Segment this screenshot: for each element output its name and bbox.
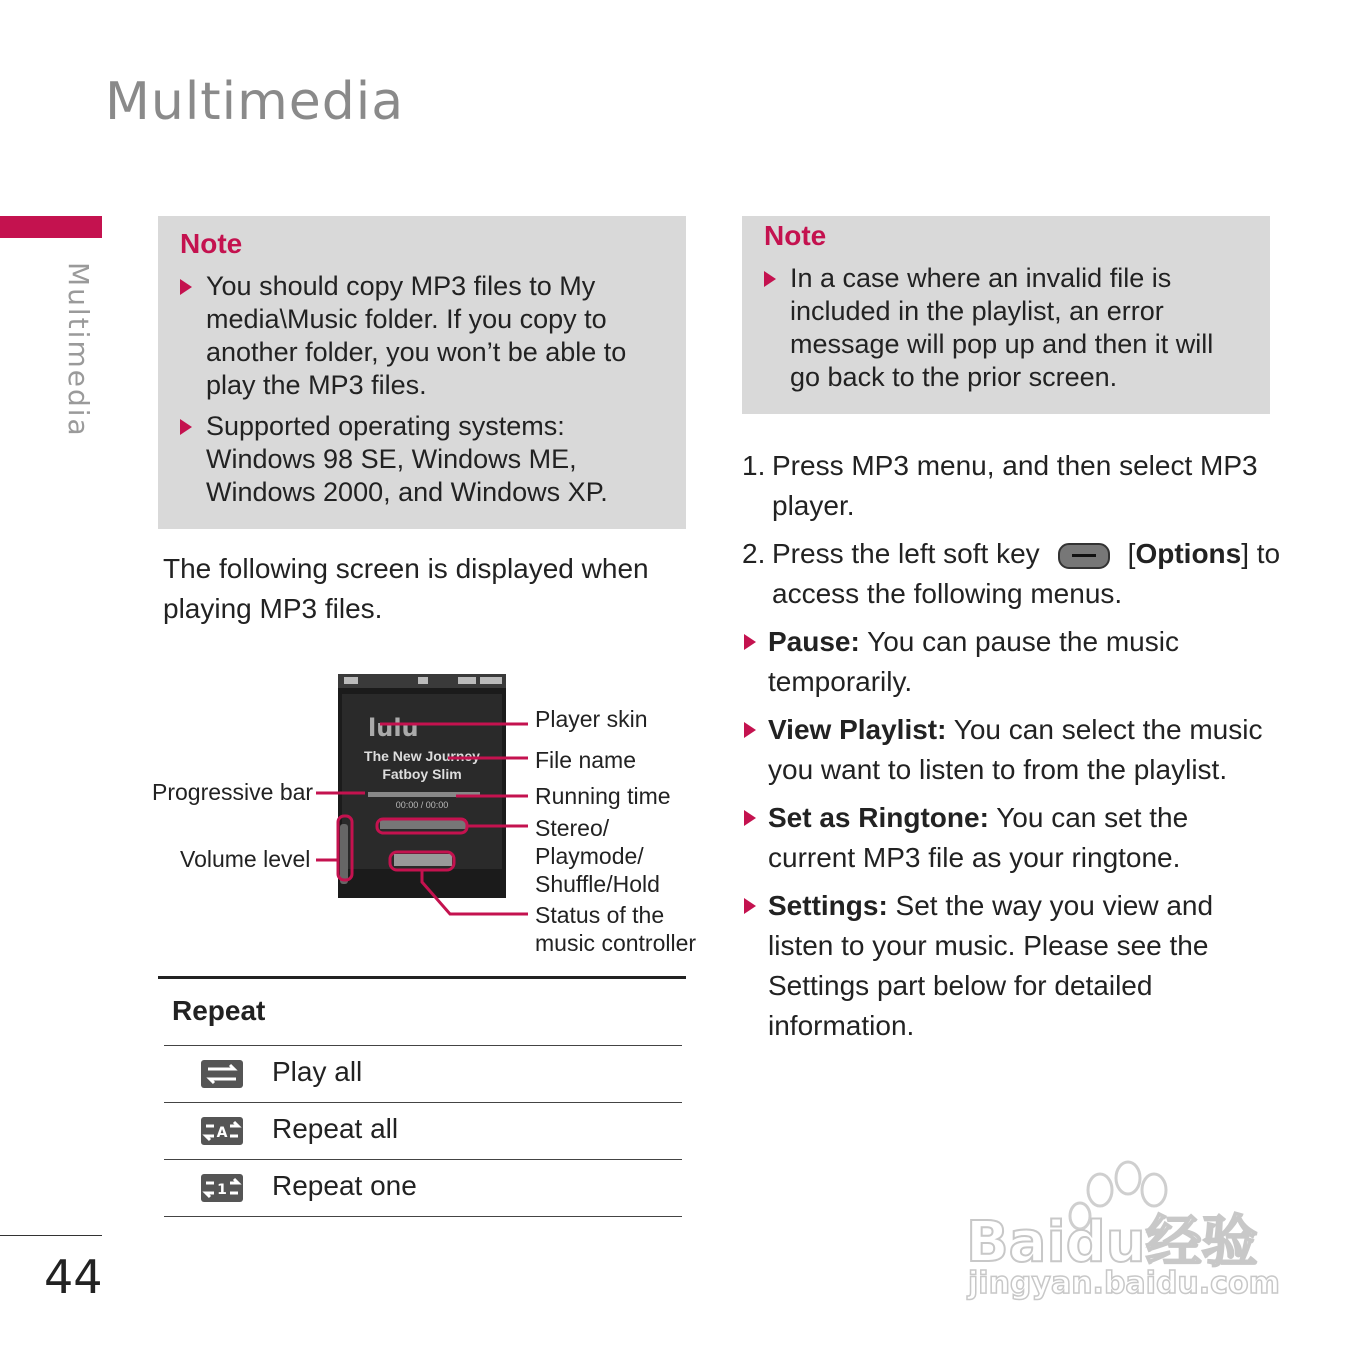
note-item-text: Supported operating systems: Windows 98 SE, Windows ME, Windows 2000, and Windows XP. [206,411,608,507]
player-file-artist: Fatboy Slim [382,766,462,782]
step-number: 2. [742,538,766,569]
note-box-right [742,216,1270,414]
mp3-screen-diagram [150,672,710,972]
repeat-all-icon [200,1116,244,1146]
table-row [164,1102,682,1159]
menu-desc: You can select the music you want to listen to from the playlist. [768,714,1263,785]
step-text: Press MP3 menu, and then select MP3 player. [772,450,1258,521]
menu-item [742,798,1282,878]
bullet-triangle-icon [744,898,756,914]
page-number: 44 [44,1250,103,1304]
bullet-triangle-icon [744,810,756,826]
label-music-controller: music controller [535,930,697,956]
note-item [764,262,1250,394]
note-item-text: You should copy MP3 files to My media\Music folder. If you copy to another folder, you won’t be able to play the MP3 files. [206,271,627,400]
side-section-label: Multimedia [62,262,95,438]
repeat-option-label: Play all [272,1056,363,1087]
watermark-brand-cn: 经验 [1145,1210,1258,1275]
instruction-steps [742,446,1282,1054]
step-text-cont: ] to access the following menus. [772,538,1281,609]
menu-term: Set as Ringtone: [768,802,989,833]
page-title: Multimedia [105,72,405,132]
note-item [180,410,666,509]
label-player-skin: Player skin [535,706,648,732]
menu-item [742,886,1282,1046]
baidu-watermark [960,1150,1290,1310]
svg-text:1: 1 [217,1182,227,1198]
repeat-one-icon [200,1173,244,1203]
step-text: Press the left soft key [772,538,1040,569]
table-row [164,1045,682,1102]
player-file-title: The New Journey [364,748,480,764]
bullet-triangle-icon [744,722,756,738]
menu-desc: You can pause the music temporarily. [768,626,1179,697]
repeat-heading: Repeat [172,995,266,1026]
menu-desc: You can set the current MP3 file as your ringtone. [768,802,1189,873]
bullet-triangle-icon [744,634,756,650]
step-number: 1. [742,450,766,481]
options-key-label: Options [1135,538,1242,569]
menu-item [742,710,1282,790]
menu-term: View Playlist: [768,714,947,745]
label-running-time: Running time [535,783,671,809]
repeat-option-label: Repeat one [272,1170,417,1201]
svg-text:A: A [216,1125,228,1141]
bullet-triangle-icon [180,279,192,295]
label-playmode: Playmode/ [535,843,644,869]
step-bracket: [ [1127,538,1136,569]
bullet-triangle-icon [180,419,192,435]
bullet-triangle-icon [764,271,776,287]
menu-desc: Set the way you view and listen to your music. Please see the Settings part below for detailed information. [768,890,1214,1041]
menu-term: Settings: [768,890,888,921]
table-row [164,1159,682,1217]
section-tab-bar [0,216,102,238]
label-shuffle-hold: Shuffle/Hold [535,871,660,897]
label-volume-level: Volume level [180,846,311,872]
watermark-url: jingyan.baidu.com [968,1266,1280,1301]
repeat-play-all-icon [200,1059,244,1089]
label-progressive-bar: Progressive bar [152,779,314,805]
label-status: Status of the [535,902,665,928]
note-box-left [158,216,686,529]
page-number-rule [0,1235,102,1236]
repeat-table [158,976,686,1217]
note-title: Note [180,228,243,259]
player-skin-logo: lulu [368,714,419,742]
label-file-name: File name [535,747,636,773]
step-item [742,534,1282,614]
repeat-option-label: Repeat all [272,1113,399,1144]
note-title: Note [764,220,827,251]
soft-key-icon [1058,543,1110,569]
menu-item [742,622,1282,702]
menu-term: Pause: [768,626,860,657]
watermark-brand-bai: Bai [966,1210,1066,1275]
intro-paragraph: The following screen is displayed when playing MP3 files. [163,553,649,624]
note-item-text: In a case where an invalid file is included in the playlist, an error message will pop up and then it will go back to the prior screen. [790,263,1214,392]
note-item [180,270,666,402]
player-running-time: 00:00 / 00:00 [395,800,449,810]
step-item [742,446,1282,526]
label-stereo: Stereo/ [535,815,610,841]
watermark-brand-du: du [1065,1210,1146,1275]
